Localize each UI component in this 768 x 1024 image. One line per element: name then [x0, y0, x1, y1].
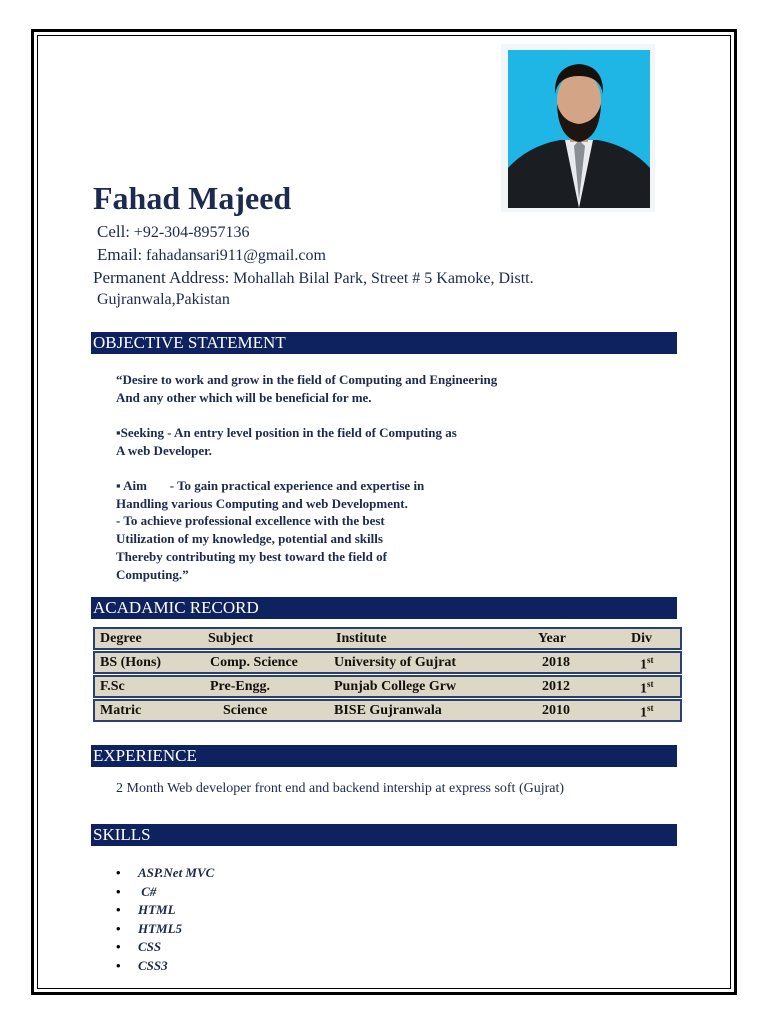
list-item [116, 920, 214, 939]
address-line [93, 268, 534, 288]
list-item [116, 957, 214, 976]
column-header: Subject [208, 631, 254, 646]
skill-label: CSS3 [138, 957, 168, 973]
profile-photo [501, 44, 655, 212]
skill-label: C# [138, 883, 157, 899]
objective-line: ▪Seeking - An entry level position in the field of Computing as [116, 425, 457, 440]
cell-value: : +92-304-8957136 [125, 224, 250, 241]
div-value: 1 [640, 705, 647, 721]
column-header: Year [538, 631, 566, 646]
table-cell [640, 679, 654, 698]
column-header: Div [631, 631, 652, 646]
experience-text: 2 Month Web developer front end and backend intership at express soft (Gujrat) [116, 781, 565, 796]
table-cell: BISE Gujranwala [334, 703, 442, 718]
cell-label: Cell [97, 222, 126, 241]
list-item [116, 883, 214, 902]
bullet-icon: • [116, 865, 121, 880]
table-header-row [93, 627, 682, 650]
objective-line: - To achieve professional excellence with the best [116, 513, 385, 528]
list-item [116, 864, 214, 883]
table-cell: Punjab College Grw [334, 679, 457, 694]
table-row [93, 699, 682, 722]
table-cell: Matric [100, 703, 142, 718]
table-cell [640, 703, 654, 722]
list-item [116, 938, 214, 957]
table-cell: BS (Hons) [100, 655, 162, 670]
objective-heading: OBJECTIVE STATEMENT [91, 332, 677, 354]
bullet-icon: • [116, 883, 121, 899]
table-cell: University of Gujrat [334, 655, 457, 670]
list-item [116, 901, 214, 920]
objective-line: And any other which will be beneficial for me. [116, 390, 372, 405]
email-line [97, 245, 326, 265]
table-row [93, 675, 682, 698]
table-cell [640, 655, 654, 674]
candidate-name: Fahad Majeed [93, 180, 292, 216]
skill-label: CSS [138, 939, 162, 955]
table-cell: Science [223, 703, 268, 718]
skill-label: ASP.Net MVC [138, 865, 215, 880]
bullet-icon: • [116, 957, 121, 973]
cell-line [97, 222, 249, 242]
email-value: : fahadansari911@gmail.com [137, 247, 326, 264]
bullet-icon: • [116, 902, 121, 918]
objective-line: “Desire to work and grow in the field of Computing and Engineering [116, 372, 498, 387]
div-suffix: st [647, 703, 654, 713]
table-row [93, 651, 682, 674]
div-value: 1 [640, 657, 647, 673]
address-value: : Mohallah Bilal Park, Street # 5 Kamoke, Distt. [224, 270, 534, 287]
skill-label: HTML5 [138, 920, 183, 936]
address-line-2: Gujranwala,Pakistan [97, 291, 230, 308]
column-header: Institute [336, 631, 387, 646]
table-cell: F.Sc [100, 679, 125, 694]
skill-label: HTML [138, 902, 176, 918]
table-cell: 2012 [542, 679, 570, 694]
bullet-icon: • [116, 939, 121, 955]
div-suffix: st [647, 655, 654, 665]
table-cell: 2018 [542, 655, 570, 670]
objective-line: A web Developer. [116, 443, 212, 458]
objective-line: ▪ Aim - To gain practical experience and expertise in [116, 478, 425, 493]
profile-photo-icon [508, 50, 650, 208]
experience-heading: EXPERIENCE [91, 745, 677, 767]
div-suffix: st [647, 679, 654, 689]
skills-heading: SKILLS [91, 824, 677, 846]
objective-line: Computing.” [116, 567, 189, 582]
table-cell: 2010 [542, 703, 570, 718]
objective-line: Thereby contributing my best toward the field of [116, 549, 387, 564]
bullet-icon: • [116, 920, 121, 936]
address-label: Permanent Address [93, 268, 225, 287]
table-cell: Pre-Engg. [210, 679, 271, 694]
div-value: 1 [640, 681, 647, 697]
academic-table [93, 627, 682, 723]
objective-line: Utilization of my knowledge, potential and skills [116, 531, 383, 546]
column-header: Degree [100, 631, 142, 646]
table-cell: Comp. Science [210, 655, 298, 670]
skills-list [116, 864, 214, 976]
email-label: Email [97, 245, 138, 264]
academic-heading: ACADAMIC RECORD [91, 597, 677, 619]
objective-line: Handling various Computing and web Development. [116, 496, 408, 511]
